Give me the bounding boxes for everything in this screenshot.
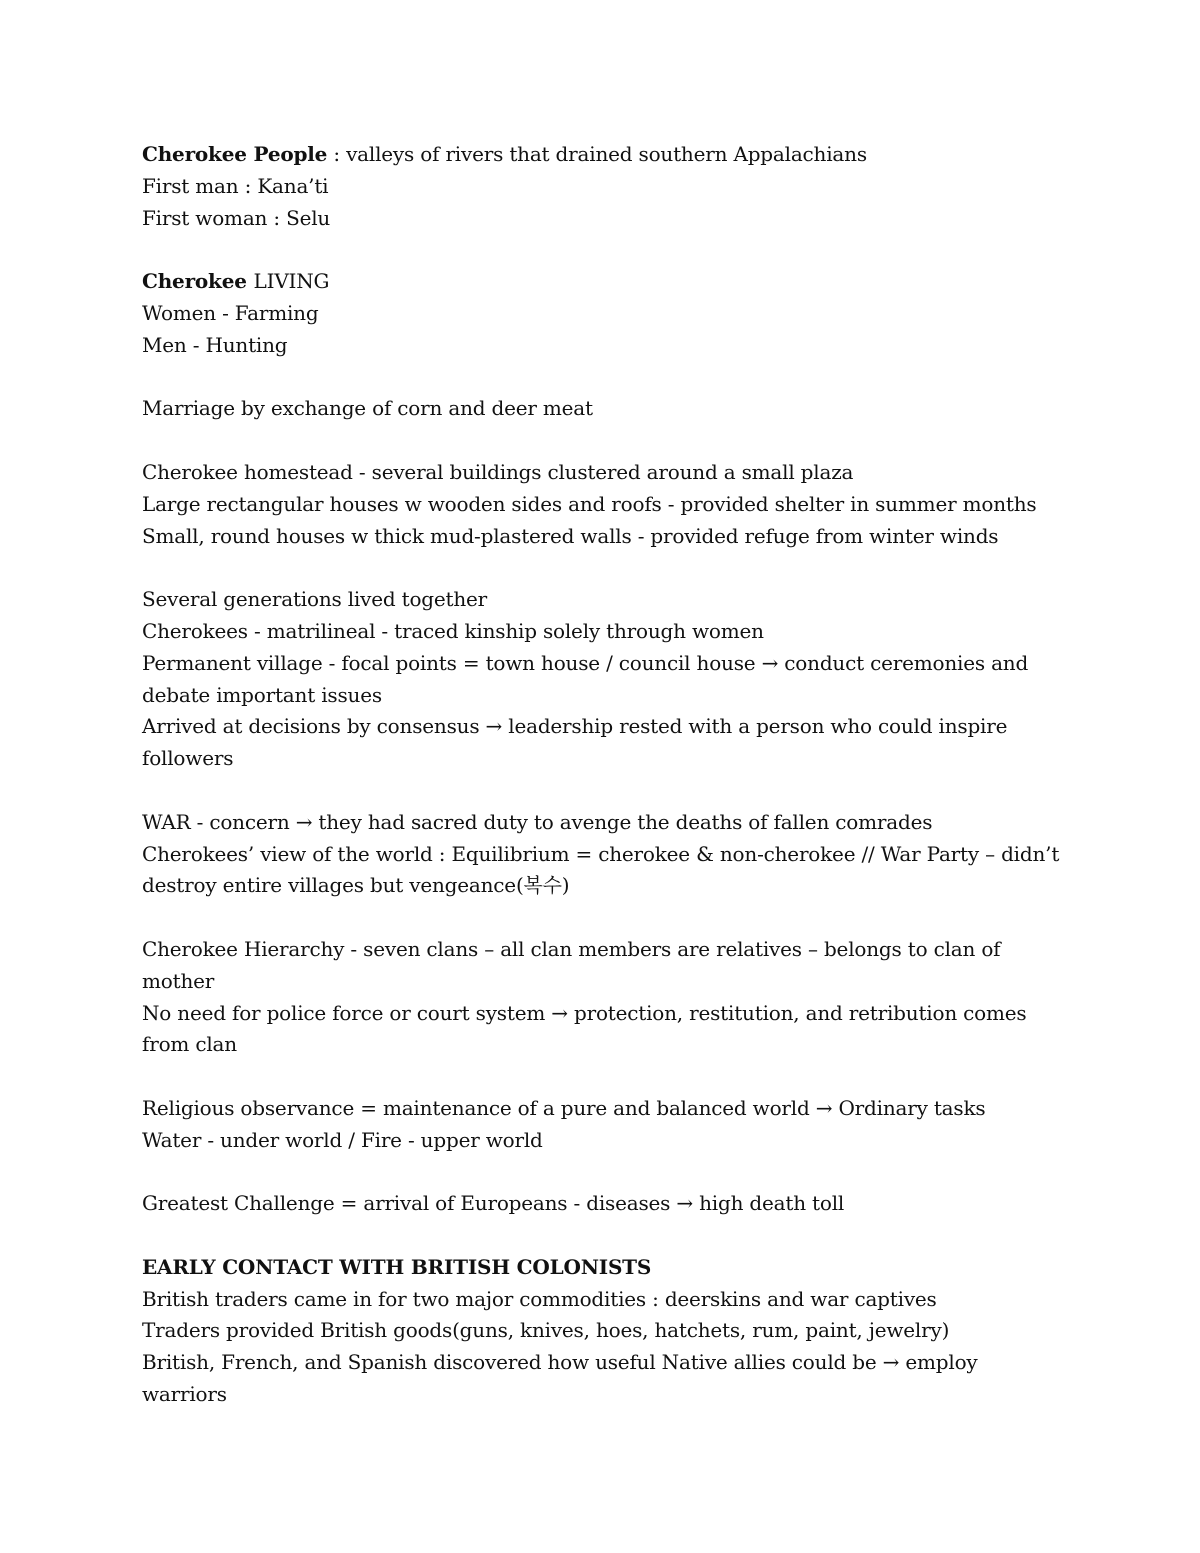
people-heading-rest: : valleys of rivers that drained southern Appalachians [327, 142, 867, 166]
hierarchy-line-1: Cherokee Hierarchy - seven clans – all clan members are relatives – belongs to clan of mother [142, 936, 1001, 993]
contact-line-2: Traders provided British goods(guns, knives, hoes, hatchets, rum, paint, jewelry) [142, 1318, 950, 1343]
contact-line-3: British, French, and Spanish discovered how useful Native allies could be → employ warriors [142, 1350, 978, 1407]
spacer [142, 1061, 1062, 1093]
spacer [142, 425, 1062, 457]
marriage-line: Marriage by exchange of corn and deer meat [142, 396, 593, 421]
society-line-3: Permanent village - focal points = town house / council house → conduct ceremonies and debate important issues [142, 650, 1029, 707]
hierarchy-line-2: No need for police force or court system → protection, restitution, and retribution comes from clan [142, 1000, 1027, 1057]
war-line-1: WAR - concern → they had sacred duty to avenge the deaths of fallen comrades [142, 809, 933, 834]
homestead-line-3: Small, round houses w thick mud-plastered walls - provided refuge from winter winds [142, 523, 999, 548]
people-heading: Cherokee People [142, 142, 328, 166]
religion-line-2: Water - under world / Fire - upper world [142, 1127, 543, 1152]
society-line-2: Cherokees - matrilineal - traced kinship solely through women [142, 618, 764, 643]
religion-line-1: Religious observance = maintenance of a pure and balanced world → Ordinary tasks [142, 1095, 986, 1120]
spacer [142, 234, 1062, 266]
homestead-line-1: Cherokee homestead - several buildings clustered around a small plaza [142, 459, 854, 484]
spacer [142, 775, 1062, 807]
men-line: Men - Hunting [142, 332, 288, 357]
first-man-line: First man : Kana’ti [142, 173, 329, 198]
spacer [142, 552, 1062, 584]
spacer [142, 362, 1062, 394]
living-heading-rest: LIVING [253, 269, 330, 294]
contact-heading: EARLY CONTACT WITH BRITISH COLONISTS [142, 1254, 652, 1279]
spacer [142, 1157, 1062, 1189]
people-heading-line [142, 139, 1062, 171]
spacer [142, 902, 1062, 934]
challenge-line: Greatest Challenge = arrival of Europeans - diseases → high death toll [142, 1191, 845, 1216]
living-heading-line [142, 266, 1062, 298]
society-line-1: Several generations lived together [142, 587, 488, 612]
first-woman-line: First woman : Selu [142, 205, 331, 230]
society-line-4: Arrived at decisions by consensus → leadership rested with a person who could inspire followers [142, 714, 1008, 771]
homestead-line-2: Large rectangular houses w wooden sides and roofs - provided shelter in summer months [142, 491, 1037, 516]
spacer [142, 1220, 1062, 1252]
contact-line-1: British traders came in for two major commodities : deerskins and war captives [142, 1286, 937, 1311]
document-page [142, 139, 1062, 1411]
women-line: Women - Farming [142, 300, 319, 325]
living-heading-bold: Cherokee [142, 269, 254, 294]
war-line-2: Cherokees’ view of the world : Equilibrium = cherokee & non-cherokee // War Party – didn’t destroy entire villages but vengeance(복수) [142, 841, 1060, 898]
